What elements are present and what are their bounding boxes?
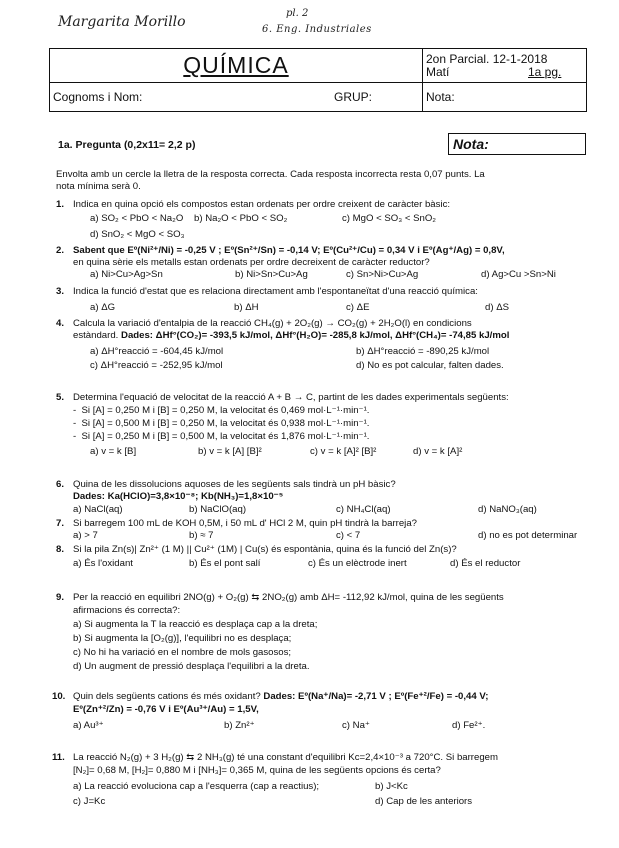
page-title: QUÍMICA	[183, 52, 289, 78]
handwritten-class-line1: pl. 2	[286, 8, 309, 19]
instructions-line1: Envolta amb un cercle la lletra de la resposta correcta. Cada resposta incorrecta resta 0,07 punts. La	[56, 169, 485, 180]
q11-option-a[interactable]: a) La reacció evoluciona cap a l'esquerra (cap a reactius);	[73, 781, 320, 792]
q2-option-c[interactable]: c) Sn>Ni>Cu>Ag	[346, 269, 419, 280]
q4-option-c[interactable]: c) ΔH°reacció = -252,95 kJ/mol	[90, 360, 223, 371]
q9-option-d[interactable]: d) Un augment de pressió desplaça l'equilibri a la dreta.	[73, 661, 310, 672]
q10-option-c[interactable]: c) Na⁺	[342, 720, 370, 731]
handwritten-name: Margarita Morillo	[58, 14, 186, 30]
q1-option-b[interactable]: b) Na₂O < PbO < SO₂	[194, 213, 288, 224]
q2-text-line2: en quina sèrie els metalls estan ordenats per ordre decreixent de caràcter reductor?	[73, 257, 430, 268]
q11-text: La reacció N₂(g) + 3 H₂(g) ⇆ 2 NH₃(g) té una constant d'equilibri Kc=2,4×10⁻³ a 720°C. Si barregem	[73, 752, 499, 763]
grade-box-label: Nota:	[453, 136, 489, 152]
q6-option-d[interactable]: d) NaNO₃(aq)	[478, 504, 537, 515]
q10-option-a[interactable]: a) Au³⁺	[73, 720, 104, 731]
q9-option-b[interactable]: b) Si augmenta la [O₂(g)], l'equilibri no es desplaça;	[73, 633, 292, 644]
q3-number: 3.	[56, 286, 65, 297]
q8-option-a[interactable]: a) És l'oxidant	[73, 558, 133, 569]
q5-option-a[interactable]: a) v = k [B]	[90, 446, 137, 457]
q5-option-b[interactable]: b) v = k [A] [B]²	[198, 446, 262, 457]
q9-text-line2: afirmacions és correcta?:	[73, 605, 181, 616]
q7-number: 7.	[56, 518, 65, 529]
q8-text: Si la pila Zn(s)| Zn²⁺ (1 M) || Cu²⁺ (1M) | Cu(s) és espontània, quina és la funció del Zn(s)?	[73, 544, 457, 555]
q7-option-b[interactable]: b) ≈ 7	[189, 530, 214, 541]
q5-data-row-1-text: Si [A] = 0,250 M i [B] = 0,250 M, la velocitat és 0,469 mol·L⁻¹·min⁻¹.	[81, 405, 370, 416]
q7-option-c[interactable]: c) < 7	[336, 530, 361, 541]
q5-text: Determina l'equació de velocitat de la reacció A + B → C, partint de les dades experimentals següents:	[73, 392, 509, 403]
q9-text: Per la reacció en equilibri 2NO(g) + O₂(g) ⇆ 2NO₂(g) amb ΔH= -112,92 kJ/mol, quina de les següents	[73, 592, 504, 603]
q4-option-d[interactable]: d) No es pot calcular, falten dades.	[356, 360, 504, 371]
q6-option-b[interactable]: b) NaClO(aq)	[189, 504, 247, 515]
exam-shift: Matí	[426, 65, 450, 79]
q6-text: Quina de les dissolucions aquoses de les següents sals tindrà un pH bàsic?	[73, 479, 396, 490]
q2-option-b[interactable]: b) Ni>Sn>Cu>Ag	[235, 269, 308, 280]
q3-option-c[interactable]: c) ΔE	[346, 302, 370, 313]
q9-option-a[interactable]: a) Si augmenta la T la reacció es desplaça cap a la dreta;	[73, 619, 318, 630]
q5-data-row-1: - Si [A] = 0,250 M i [B] = 0,250 M, la velocitat és 0,469 mol·L⁻¹·min⁻¹.	[73, 405, 370, 416]
q5-option-c[interactable]: c) v = k [A]² [B]²	[310, 446, 377, 457]
handwritten-class-line2: 6. Eng. Industriales	[262, 24, 372, 35]
header-row-divider	[50, 82, 586, 83]
q3-text: Indica la funció d'estat que es relaciona directament amb l'espontaneïtat d'una reacció química:	[73, 286, 478, 297]
q8-option-d[interactable]: d) És el reductor	[450, 558, 521, 569]
q10-text-line2: Eº(Zn⁺²/Zn) = -0,76 V i Eº(Au³⁺/Au) = 1,5V,	[73, 704, 259, 715]
q9-option-c[interactable]: c) No hi ha variació en el nombre de mols gasosos;	[73, 647, 292, 658]
q11-option-d[interactable]: d) Cap de les anteriors	[375, 796, 473, 807]
q1-text: Indica en quina opció els compostos estan ordenats per ordre creixent de caràcter bàsic:	[73, 199, 451, 210]
q1-option-a[interactable]: a) SO₂ < PbO < Na₂O	[90, 213, 184, 224]
q2-option-a[interactable]: a) Ni>Cu>Ag>Sn	[90, 269, 163, 280]
header-divider	[422, 49, 423, 111]
q2-text: Sabent que Eº(Ni²⁺/Ni) = -0,25 V ; Eº(Sn²⁺/Sn) = -0,14 V; Eº(Cu²⁺/Cu) = 0,34 V i Eº(Ag⁺/Ag) = 0,8V,	[73, 245, 505, 256]
q1-option-c[interactable]: c) MgO < SO₃ < SnO₂	[342, 213, 437, 224]
q10-number: 10.	[52, 691, 66, 702]
q11-number: 11.	[52, 752, 65, 763]
q3-option-a[interactable]: a) ΔG	[90, 302, 116, 313]
q4-option-a[interactable]: a) ΔH°reacció = -604,45 kJ/mol	[90, 346, 224, 357]
q2-number: 2.	[56, 245, 65, 256]
q11-text-line2: [N₂]= 0,68 M, [H₂]= 0,880 M i [NH₃]= 0,365 M, quina de les següents opcions és certa?	[73, 765, 441, 776]
q5-data-row-2-text: Si [A] = 0,500 M i [B] = 0,250 M, la velocitat és 0,938 mol·L⁻¹·min⁻¹.	[81, 418, 370, 429]
q11-option-c[interactable]: c) J=Kc	[73, 796, 106, 807]
q8-number: 8.	[56, 544, 65, 555]
grade-box[interactable]	[448, 133, 586, 155]
q5-data-row-2: - Si [A] = 0,500 M i [B] = 0,250 M, la velocitat és 0,938 mol·L⁻¹·min⁻¹.	[73, 418, 370, 429]
q8-option-b[interactable]: b) És el pont salí	[189, 558, 261, 569]
q10-option-b[interactable]: b) Zn²⁺	[224, 720, 255, 731]
q4-data: Dades: ΔHf°(CO₂)= -393,5 kJ/mol, ΔHf°(H₂O)= -285,8 kJ/mol, ΔHf°(CH₄)= -74,85 kJ/mol	[121, 330, 510, 341]
instructions-line2: nota mínima serà 0.	[56, 181, 141, 192]
q9-number: 9.	[56, 592, 65, 603]
q6-option-a[interactable]: a) NaCl(aq)	[73, 504, 123, 515]
q7-option-d[interactable]: d) no es pot determinar	[478, 530, 578, 541]
page-number: 1a pg.	[528, 65, 562, 79]
q7-option-a[interactable]: a) > 7	[73, 530, 98, 541]
q8-option-c[interactable]: c) És un elèctrode inert	[308, 558, 407, 569]
q4-text-line2	[73, 330, 509, 342]
q4-text: Calcula la variació d'entalpia de la reacció CH₄(g) + 2O₂(g) → CO₂(g) + 2H₂O(l) en condicions	[73, 318, 472, 329]
q10-option-d[interactable]: d) Fe²⁺.	[452, 720, 486, 731]
q2-option-d[interactable]: d) Ag>Cu >Sn>Ni	[481, 269, 556, 280]
q11-option-b[interactable]: b) J<Kc	[375, 781, 408, 792]
q3-option-d[interactable]: d) ΔS	[485, 302, 510, 313]
q1-option-d[interactable]: d) SnO₂ < MgO < SO₃	[90, 229, 185, 240]
q4-text-line2-plain: estàndard.	[73, 330, 122, 341]
exam-info: 2on Parcial. 12-1-2018	[426, 52, 548, 66]
q5-option-d[interactable]: d) v = k [A]²	[413, 446, 463, 457]
q6-data: Dades: Ka(HClO)=3,8×10⁻⁸; Kb(NH₃)=1,8×10⁻⁵	[73, 491, 284, 502]
q6-option-c[interactable]: c) NH₄Cl(aq)	[336, 504, 391, 515]
section-heading: 1a. Pregunta (0,2x11= 2,2 p)	[58, 139, 196, 151]
q7-text: Si barregem 100 mL de KOH 0,5M, i 50 mL d' HCl 2 M, quin pH tindrà la barreja?	[73, 518, 417, 529]
q10-text	[73, 691, 488, 703]
q10-data: Dades: Eº(Na⁺/Na)= -2,71 V ; Eº(Fe⁺²/Fe) = -0,44 V;	[263, 691, 489, 702]
grade-label: Nota:	[426, 90, 455, 104]
q4-number: 4.	[56, 318, 65, 329]
q5-data-row-3: - Si [A] = 0,250 M i [B] = 0,500 M, la velocitat és 1,876 mol·L⁻¹·min⁻¹.	[73, 431, 370, 442]
group-label: GRUP:	[334, 90, 373, 104]
name-label: Cognoms i Nom:	[53, 90, 143, 104]
q10-text-plain: Quin dels següents cations és més oxidant?	[73, 691, 264, 702]
q4-option-b[interactable]: b) ΔH°reacció = -890,25 kJ/mol	[356, 346, 490, 357]
q5-data-row-3-text: Si [A] = 0,250 M i [B] = 0,500 M, la velocitat és 1,876 mol·L⁻¹·min⁻¹.	[81, 431, 370, 442]
q6-number: 6.	[56, 479, 65, 490]
exam-header-table	[49, 48, 587, 112]
q3-option-b[interactable]: b) ΔH	[234, 302, 259, 313]
q1-number: 1.	[56, 199, 65, 210]
q5-number: 5.	[56, 392, 65, 403]
